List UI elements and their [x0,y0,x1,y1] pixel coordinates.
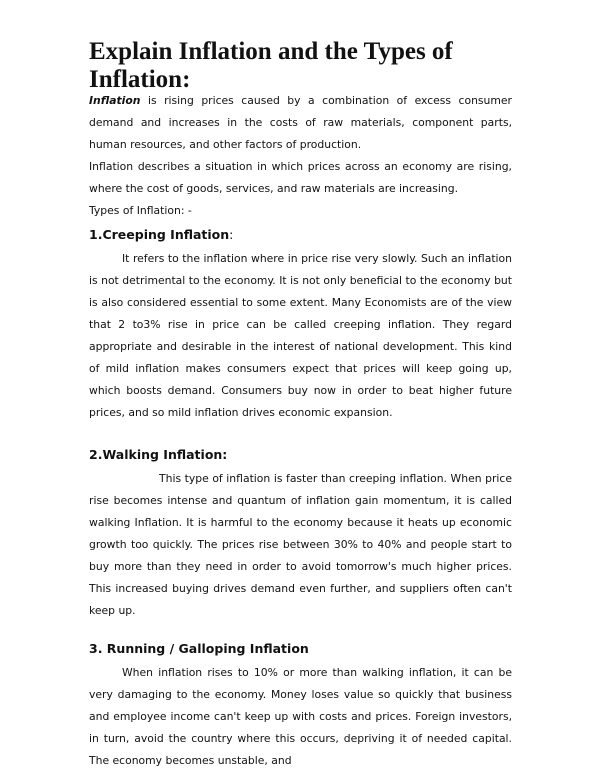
section-body-running: When inflation rises to 10% or more than walking inflation, it can be very damaging to the economy. Money loses value so quickly that business and employee income can't keep up with costs and prices. Foreign investors, in turn, avoid the country where this occurs, depriving it of needed capital. The economy becomes unstable, and [89,666,512,767]
section-heading-running: 3. Running / Galloping Inflation [89,641,309,656]
spacer [89,622,512,636]
intro-term: Inflation [89,94,141,107]
intro-paragraph [89,90,512,156]
document-title: Explain Inflation and the Types of Inflation: [89,38,453,93]
types-label: Types of Inflation: - [89,204,192,217]
section-heading-text: 1.Creeping Inflation [89,227,230,242]
intro-text: is rising prices caused by a combination of excess consumer demand and increases in the costs of raw materials, component parts, human resources, and other factors of production. [89,94,512,151]
spacer [89,424,512,442]
section-heading-walking: 2.Walking Inflation: [89,447,228,462]
section-body-creeping: It refers to the inflation where in price rise very slowly. Such an inflation is not detrimental to the economy. It is not only beneficial to the economy but is also considered essential to some extent. Many Economists are of the view that 2 to3% rise in price can be called creeping inflation. They regard appropriate and desirable in the interest of national development. This kind of mild inflation makes consumers expect that prices will keep going up, which boosts demand. Consumers buy now in order to beat higher future prices, and so mild inflation drives economic expansion. [89,252,512,419]
section-body-walking: This type of inflation is faster than creeping inflation. When price rise becomes intense and quantum of inflation gain momentum, it is called walking Inflation. It is harmful to the economy because it heats up economic growth too quickly. The prices rise between 30% to 40% and people start to buy more than they need in order to avoid tomorrow's much higher prices. This increased buying drives demand even further, and suppliers often can't keep up. [89,472,512,617]
description-paragraph: Inflation describes a situation in which prices across an economy are rising, where the cost of goods, services, and raw materials are increasing. [89,160,512,195]
section-heading-creeping [89,222,512,248]
document-body [89,90,512,772]
section-heading-suffix: : [229,227,234,242]
